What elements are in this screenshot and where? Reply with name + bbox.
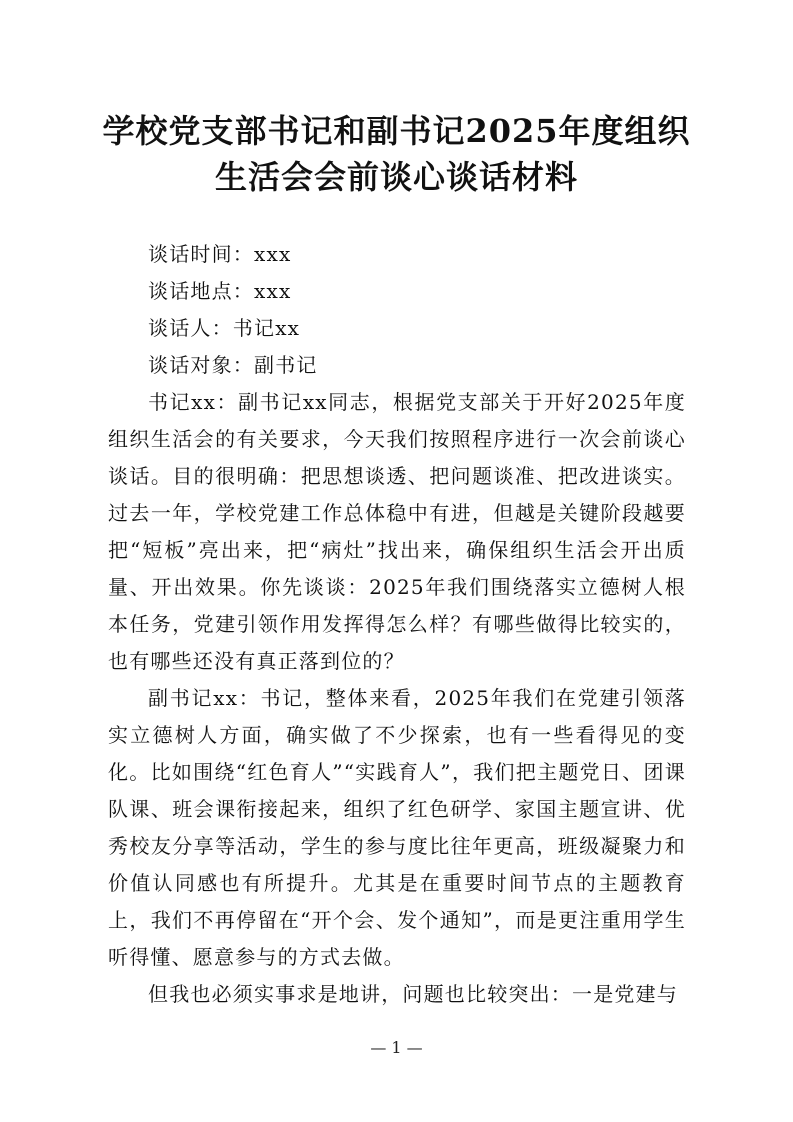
paragraph-3: 但我也必须实事求是地讲，问题也比较突出：一是党建与: [148, 982, 678, 1006]
title-line-2: 生活会会前谈心谈话材料: [214, 158, 578, 196]
paragraph-1: 书记xx：副书记xx同志，根据党支部关于开好2025年度组织生活会的有关要求，今天我们按照程序进行一次会前谈心谈话。目的很明确：把思想谈透、把问题谈准、把改进谈实。过去一年，学校党建工作总体稳中有进，但越是关键阶段越要把“短板”亮出来，把“病灶”找出来，确保组织生活会开出质量、开出效果。你先谈谈：2025年我们围绕落实立德树人根本任务，党建引领作用发挥得怎么样？有哪些做得比较实的，也有哪些还没有真正落到位的？: [108, 390, 686, 673]
paragraph-2: 副书记xx：书记，整体来看，2025年我们在党建引领落实立德树人方面，确实做了不少探索，也有一些看得见的变化。比如围绕“红色育人”“实践育人”，我们把主题党日、团课队课、班会课衔接起来，组织了红色研学、家国主题宣讲、优秀校友分享等活动，学生的参与度比往年更高，班级凝聚力和价值认同感也有所提升。尤其是在重要时间节点的主题教育上，我们不再停留在“开个会、发个通知”，而是更注重用学生听得懂、愿意参与的方式去做。: [108, 686, 686, 969]
meta-place: 谈话地点：xxx: [148, 279, 292, 303]
title-line-1: 学校党支部书记和副书记2025年度组织: [102, 112, 691, 150]
meta-target: 谈话对象：副书记: [148, 353, 318, 377]
meta-speaker: 谈话人：书记xx: [148, 316, 301, 340]
meta-time: 谈话时间：xxx: [148, 242, 292, 266]
page-number: — 1 —: [370, 1038, 423, 1057]
document-title: [90, 108, 703, 200]
document-body: [108, 236, 686, 1013]
